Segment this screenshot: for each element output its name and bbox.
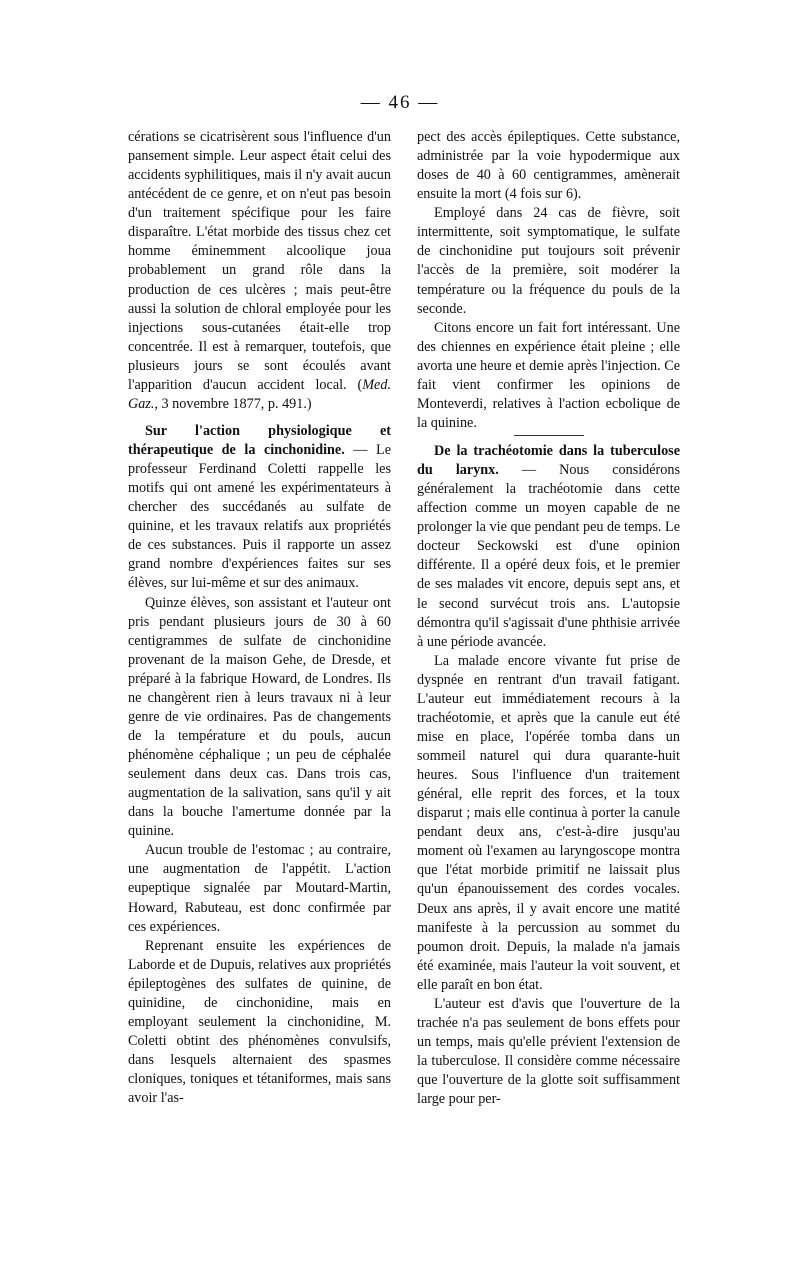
paragraph: pect des accès épileptiques. Cette substance, administrée par la voie hypodermique aux doses de 40 à 60 centigrammes, amènerait ensuite la mort (4 fois sur 6).: [417, 129, 680, 203]
paragraph: Employé dans 24 cas de fièvre, soit intermittente, soit symptomatique, le sulfate de cinchonidine put toujours soit prévenir l'accès de la première, soit modérer la température ou la fréquence du pouls de la seconde.: [417, 205, 680, 317]
left-column: [128, 128, 391, 1108]
paragraph: Citons encore un fait fort intéressant. Une des chiennes en expérience était pleine ; elle avorta une heure et demie après l'injection. Ce fait vient confirmer les opinions de Monteverdi, relatives à l'action ecbolique de la quinine.: [417, 319, 680, 431]
paragraph: [128, 128, 391, 414]
paragraph: [417, 442, 680, 652]
section-divider: [514, 435, 584, 436]
paragraph: La malade encore vivante fut prise de dyspnée en rentrant d'un travail fatigant. L'auteur eut immédiatement recours à la trachéotomie, et après que la canule eut été mise en place, l'opérée tomba dans un sommeil naturel qui dura quarante-huit heures. Sous l'influence d'un traitement général, elle reprit des forces, et la toux disparut ; mais elle continua à porter la canule pendant deux ans, c'est-à-dire jusqu'au moment où l'examen au laryngoscope montra que l'état morbide primitif ne laissait plus qu'un épanouissement des cordes vocales. Deux ans après, il y avait encore une matité manifeste à la percussion au sommet du poumon droit. Depuis, la malade n'a jamais été examinée, mais l'auteur la voit souvent, et elle paraît en bon état.: [417, 652, 680, 993]
paragraph: Quinze élèves, son assistant et l'auteur ont pris pendant plusieurs jours de 30 à 60 centigrammes de sulfate de cinchonidine provenant de la maison Gehe, de Dresde, et préparé à la fabrique Howard, de Londres. Ils ne changèrent rien à leurs travaux ni à leur genre de vie ordinaires. Pas de changements de la température et du pouls, aucun phénomène céphalique ; un peu de céphalée seulement dans deux cas. Dans trois cas, augmentation de la salivation, sans qu'il y ait dans la bouche l'amertume donnée par la quinine.: [128, 594, 391, 840]
section-heading: Sur l'action physiologique et thérapeutique de la cinchonidine.: [128, 422, 391, 458]
paragraph-text: — Nous considérons généralement la trachéotomie dans cette affection comme un moyen capable de ne prolonger la vie que pendant peu de temps. Le docteur Seckowski est d'une opinion différente. Il a opéré deux fois, et le premier de ses malades vit encore, depuis sept ans, et le second survécut trois ans. L'autopsie démontra qu'il s'agissait d'une phthisie arrivée à une période avancée.: [417, 462, 680, 650]
right-column: [417, 128, 680, 1109]
paragraph-text: cérations se cicatrisèrent sous l'influence d'un pansement simple. Leur aspect était celui des accidents syphilitiques, mais il n'y avait aucun antécédent de ce genre, et on n'eut pas besoin d'un traitement spécifique pour les faire disparaître. L'état morbide des tissus chez cet homme éminemment alcoolique joua probablement un grand rôle dans la production de ces ulcères ; mais peut-être aussi la solution de chloral employée pour les injections sous-cutanées était-elle trop concentrée. Il est à remarquer, toutefois, que plusieurs jours se sont écoulés avant l'apparition d'aucun accident local. (: [128, 129, 391, 393]
citation: Med. Gaz.: [128, 376, 391, 412]
paragraph: L'auteur est d'avis que l'ouverture de la trachée n'a pas seulement de bons effets pour un temps, mais qu'elle prévient l'extension de la tuberculose. Il considère comme nécessaire que l'ouverture de la glotte soit suffisamment large pour per-: [417, 995, 680, 1108]
paragraph-text: , 3 novembre 1877, p. 491.): [154, 395, 312, 412]
section-gap: [128, 414, 391, 422]
paragraph-text: — Le professeur Ferdinand Coletti rappelle les motifs qui ont amené les expérimentateurs à chercher des succédanés au sulfate de quinine, et les travaux relatifs aux propriétés de ces substances. Puis il rapporte un assez grand nombre d'expériences faites sur ses élèves, sur lui-même et sur des animaux.: [128, 442, 391, 592]
paragraph: Reprenant ensuite les expériences de Laborde et de Dupuis, relatives aux propriétés épileptogènes des sulfates de quinine, de quinidine, de cinchonidine, mais en employant seulement la cinchonidine, M. Coletti obtint des phénomènes convulsifs, dans lesquels alternaient des spasmes cloniques, toniques et tétaniformes, mais sans avoir l'as-: [128, 937, 391, 1107]
section-heading: De la trachéotomie dans la tuberculose du larynx.: [417, 443, 680, 479]
page-number: — 46 —: [360, 92, 440, 113]
paragraph: Aucun trouble de l'estomac ; au contraire, une augmentation de l'appétit. L'action eupeptique signalée par Moutard-Martin, Howard, Rabuteau, est donc confirmée par ces expériences.: [128, 842, 391, 935]
paragraph: [128, 422, 391, 594]
